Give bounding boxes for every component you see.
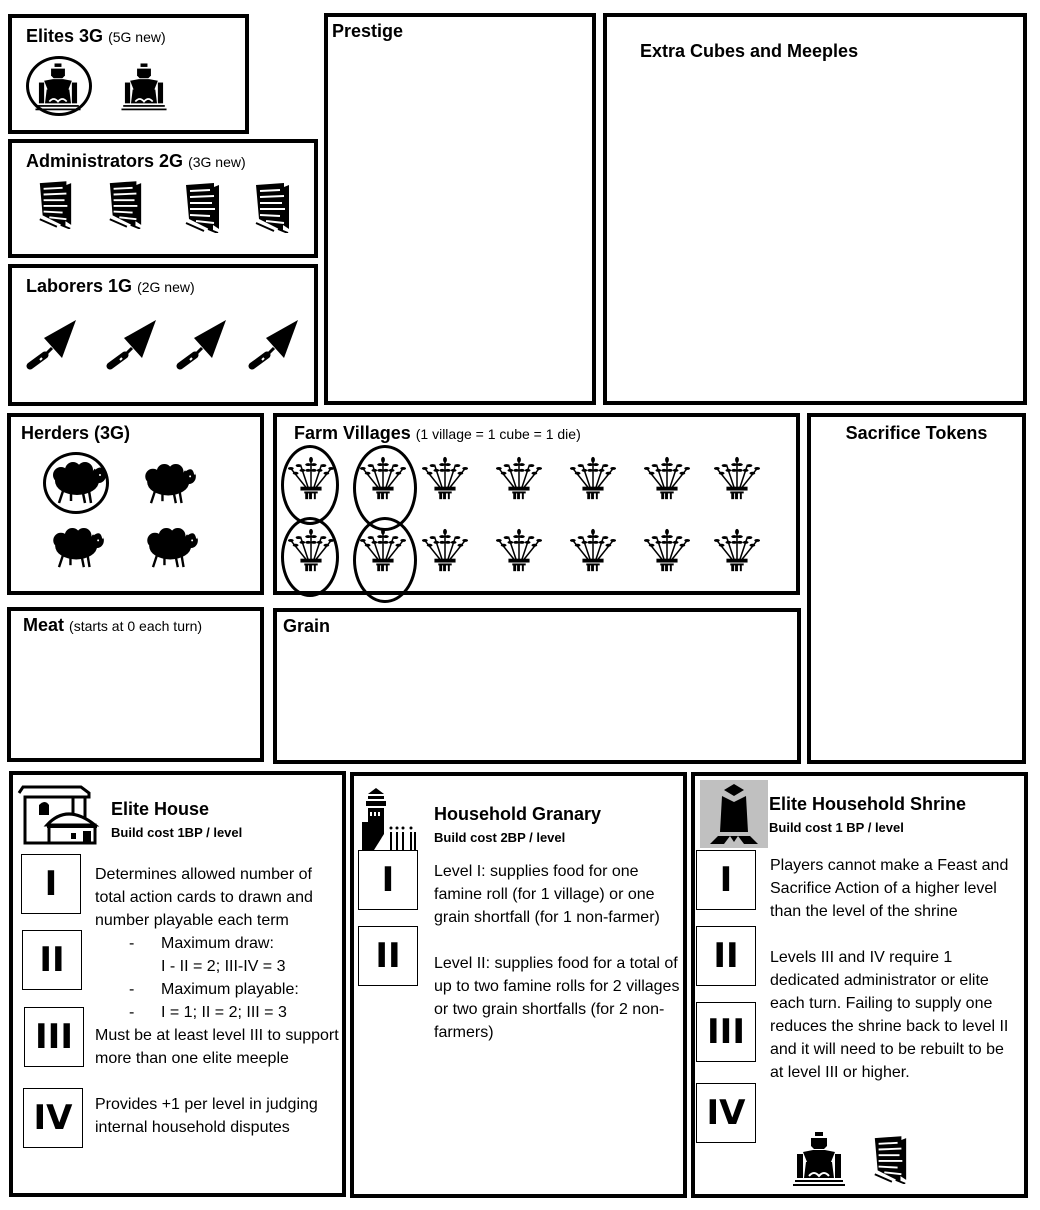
granary-card xyxy=(350,772,687,1198)
sheep-icon[interactable] xyxy=(145,463,199,505)
meat-panel xyxy=(7,607,264,762)
elite-house-cost: Build cost 1BP / level xyxy=(111,825,243,840)
wheat-sheaf-icon[interactable] xyxy=(569,527,617,575)
level-box-2[interactable]: II xyxy=(696,926,756,986)
wheat-sheaf-icon[interactable] xyxy=(495,527,543,575)
shrine-icon xyxy=(700,780,768,848)
elite-house-card xyxy=(9,771,346,1197)
shrine-description: Players cannot make a Feast and Sacrifice Action of a higher level than the level of the shrine Levels III and IV require 1 dedicated administrator or elite each turn. Failing to supply one reduces the shrine back to level II and it will need to be rebuilt to be at level III or higher. xyxy=(770,857,1009,1081)
sacrifice-tokens-title: Sacrifice Tokens xyxy=(845,423,988,443)
trowel-icon[interactable] xyxy=(24,318,80,370)
scroll-tablet-icon[interactable] xyxy=(252,181,292,233)
elites-panel xyxy=(8,14,249,134)
herders-title: Herders (3G) xyxy=(21,423,131,443)
farm-villages-title: Farm Villages (1 village = 1 cube = 1 die) xyxy=(294,423,581,443)
extra-cubes-title: Extra Cubes and Meeples xyxy=(640,41,859,61)
scroll-tablet-icon[interactable] xyxy=(182,181,222,233)
granary-cost: Build cost 2BP / level xyxy=(434,830,566,845)
level-box-4[interactable]: IV xyxy=(23,1088,83,1148)
administrators-title: Administrators 2G (3G new) xyxy=(26,151,246,171)
laborers-panel xyxy=(8,264,318,406)
shrine-card xyxy=(691,772,1028,1198)
elite-house-description: Determines allowed number of total action cards to drawn and number playable each term - Maximum draw: I - II = 2; III-IV = 3 - Maximum playable: - I = 1; II = 2; III = 3 Must be at least level III to support more than one elite meeple Provides +1 per level in judging internal household disputes xyxy=(95,866,339,1136)
shrine-name: Elite Household Shrine xyxy=(769,794,967,814)
level-box-1[interactable]: I xyxy=(358,850,418,910)
granary-name: Household Granary xyxy=(434,804,602,824)
prestige-panel xyxy=(324,13,596,405)
selection-circle xyxy=(281,517,339,597)
herders-panel xyxy=(7,413,264,595)
wheat-sheaf-icon[interactable] xyxy=(421,527,469,575)
level-box-2[interactable]: II xyxy=(22,930,82,990)
granary-description: Level I: supplies food for one famine roll (for 1 village) or one grain shortfall (for 1 non-farmer) Level II: supplies food for a total of up to two famine rolls for 2 villages or two grain shortfalls (for 2 non-farmers) xyxy=(434,863,680,1041)
level-box-1[interactable]: I xyxy=(21,854,81,914)
wheat-sheaf-icon[interactable] xyxy=(495,455,543,503)
trowel-icon[interactable] xyxy=(174,318,230,370)
farm-villages-panel xyxy=(273,413,800,595)
selection-circle xyxy=(281,445,339,525)
wheat-sheaf-icon[interactable] xyxy=(643,527,691,575)
elites-title: Elites 3G (5G new) xyxy=(26,26,166,46)
elite-throne-icon xyxy=(789,1128,849,1188)
sheep-icon[interactable] xyxy=(53,527,107,569)
trowel-icon[interactable] xyxy=(246,318,302,370)
wheat-sheaf-icon[interactable] xyxy=(569,455,617,503)
administrators-panel xyxy=(8,139,318,258)
trowel-icon[interactable] xyxy=(104,318,160,370)
scroll-tablet-icon[interactable] xyxy=(36,179,74,229)
granary-tower-icon xyxy=(360,788,422,850)
wheat-sheaf-icon[interactable] xyxy=(643,455,691,503)
wheat-sheaf-icon[interactable] xyxy=(421,455,469,503)
level-box-3[interactable]: III xyxy=(24,1007,84,1067)
selection-circle xyxy=(43,452,109,514)
wheat-sheaf-icon[interactable] xyxy=(713,455,761,503)
grain-panel xyxy=(273,608,801,764)
sheep-icon[interactable] xyxy=(147,527,201,569)
extra-cubes-panel xyxy=(603,13,1027,405)
wheat-sheaf-icon[interactable] xyxy=(713,527,761,575)
elite-throne-icon[interactable] xyxy=(118,58,170,114)
selection-circle xyxy=(353,517,417,603)
prestige-title: Prestige xyxy=(332,21,404,41)
selection-circle xyxy=(26,56,92,116)
laborers-title: Laborers 1G (2G new) xyxy=(26,276,195,296)
meat-title: Meat (starts at 0 each turn) xyxy=(23,615,203,635)
house-icon xyxy=(17,783,101,845)
scroll-tablet-icon xyxy=(871,1134,909,1184)
shrine-cost: Build cost 1 BP / level xyxy=(769,820,904,835)
elite-house-name: Elite House xyxy=(111,799,210,819)
level-box-1[interactable]: I xyxy=(696,850,756,910)
scroll-tablet-icon[interactable] xyxy=(106,179,144,229)
level-box-4[interactable]: IV xyxy=(696,1083,756,1143)
sacrifice-tokens-panel xyxy=(807,413,1026,764)
level-box-3[interactable]: III xyxy=(696,1002,756,1062)
level-box-2[interactable]: II xyxy=(358,926,418,986)
grain-title: Grain xyxy=(283,616,331,636)
